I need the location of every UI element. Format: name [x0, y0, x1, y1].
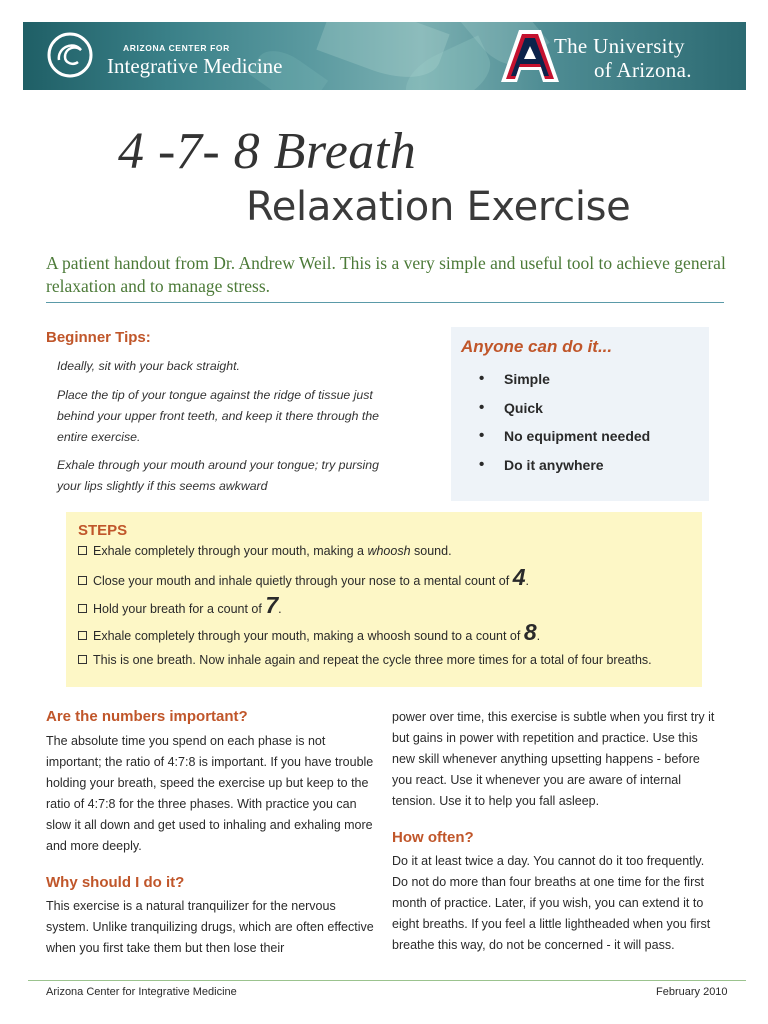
- page-subtitle: Relaxation Exercise: [246, 184, 631, 230]
- org-name: Integrative Medicine: [107, 54, 283, 78]
- aci-swirl-logo-icon: [45, 30, 95, 80]
- divider: [46, 302, 724, 303]
- step-text: .: [525, 574, 529, 588]
- list-item: • Quick: [479, 400, 650, 429]
- university-name-line2: of Arizona.: [594, 58, 692, 82]
- step-emphasis: whoosh: [367, 544, 411, 558]
- step-text: Exhale completely through your mouth, making a: [93, 544, 368, 558]
- footer-date: February 2010: [656, 986, 728, 998]
- count-number: 7: [265, 592, 279, 618]
- count-number: 8: [523, 619, 537, 645]
- header-banner: [23, 22, 746, 90]
- step-4: [78, 619, 540, 646]
- checkbox-icon: [78, 546, 87, 555]
- step-2: [78, 564, 529, 591]
- checkbox-icon: [78, 631, 87, 640]
- step-text: Close your mouth and inhale quietly through your nose to a mental count of: [93, 574, 513, 588]
- checkbox-icon: [78, 655, 87, 664]
- step-text: Exhale completely through your mouth, making a whoosh sound to a count of: [93, 629, 524, 643]
- list-item: • Do it anywhere: [479, 457, 650, 486]
- list-item: • No equipment needed: [479, 428, 650, 457]
- footer-org: Arizona Center for Integrative Medicine: [46, 986, 237, 998]
- step-5: [78, 653, 652, 667]
- checkbox-icon: [78, 604, 87, 613]
- step-3: [78, 592, 282, 619]
- numbers-heading: Are the numbers important?: [46, 708, 248, 725]
- page-title: 4 -7- 8 Breath: [118, 123, 417, 180]
- count-number: 4: [512, 564, 526, 590]
- how-often-heading: How often?: [392, 829, 474, 846]
- tip-item: Ideally, sit with your back straight.: [57, 359, 240, 373]
- checkbox-icon: [78, 576, 87, 585]
- org-small-text: ARIZONA CENTER FOR: [123, 43, 230, 53]
- anyone-list: [479, 371, 650, 485]
- footer-divider: [28, 980, 746, 981]
- steps-box: [66, 512, 702, 687]
- step-1: [78, 544, 452, 558]
- steps-heading: STEPS: [78, 522, 128, 539]
- step-text: This is one breath. Now inhale again and repeat the cycle three more times for a total of four breaths.: [93, 653, 652, 667]
- tip-item: Exhale through your mouth around your tongue; try pursing your lips slightly if this seems awkward: [57, 458, 379, 493]
- step-text: .: [536, 629, 541, 643]
- intro-text: A patient handout from Dr. Andrew Weil. This is a very simple and useful tool to achieve general relaxation and to manage stress.: [46, 253, 726, 296]
- why-heading: Why should I do it?: [46, 874, 185, 891]
- step-text: .: [278, 602, 282, 616]
- list-item: • Simple: [479, 371, 650, 400]
- ua-block-a-logo-icon: [499, 26, 561, 86]
- tip-item: Place the tip of your tongue against the ridge of tissue just behind your upper front teeth, and keep it there through the entire exercise.: [57, 388, 379, 444]
- step-text: Hold your breath for a count of: [93, 602, 266, 616]
- numbers-text: The absolute time you spend on each phase is not important; the ratio of 4:7:8 is important. If you have trouble holding your breath, speed the exercise up but keep to the ratio of 4:7:8 for the three phases. With practice you can slow it all down and get used to inhaling and exhaling more and more deeply.: [46, 734, 374, 853]
- how-often-text: Do it at least twice a day. You cannot do it too frequently. Do not do more than four breaths at one time for the first month of practice. Later, if you wish, you can extend it to eight breaths. If you feel a little lightheaded when you first breathe this way, do not be concerned - it will pass.: [392, 854, 711, 952]
- why-text-continued: power over time, this exercise is subtle when you first try it but gains in power with repetition and practice. Use this new skill whenever anything upsetting happens - before you react. Use it whenever you are aware of internal tension. Use it to help you fall asleep.: [392, 710, 715, 808]
- why-text: This exercise is a natural tranquilizer for the nervous system. Unlike tranquilizing drugs, which are often effective when you first take them but then lose their: [46, 899, 374, 955]
- university-name-line1: The University: [554, 34, 685, 58]
- step-text: sound.: [410, 544, 452, 558]
- anyone-can-do-it-box: [451, 327, 709, 501]
- anyone-heading: Anyone can do it...: [461, 337, 613, 356]
- beginner-tips-heading: Beginner Tips:: [46, 329, 151, 346]
